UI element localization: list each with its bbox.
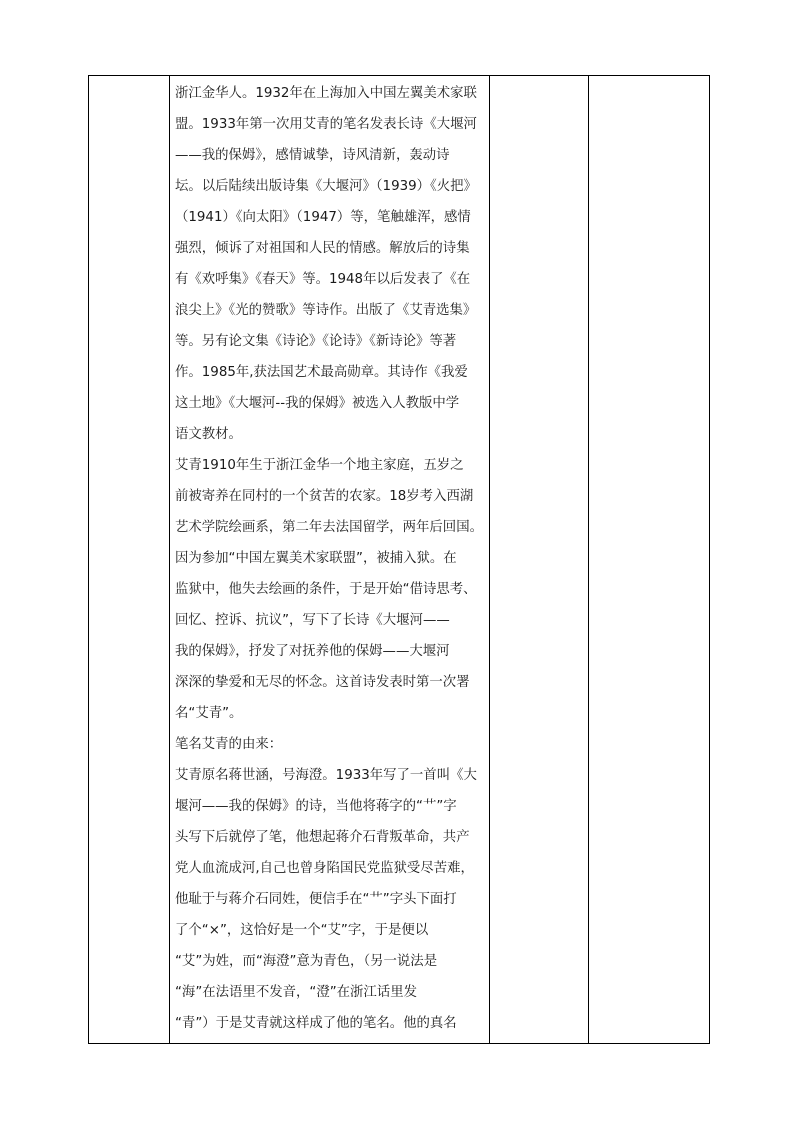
text-line: 我的保姆》，抒发了对抚养他的保姆——大堰河 — [175, 644, 450, 659]
text-line: 了个“×”，这恰好是一个“艾”字，于是便以 — [175, 923, 429, 938]
empty-cell-left — [89, 76, 170, 1044]
paragraph — [175, 760, 487, 1039]
text-line: 笔名艾青的由来： — [175, 737, 283, 752]
text-line: 艾青原名蒋世涵，号海澄。1933年写了一首叫《大 — [175, 768, 477, 783]
empty-cell-middle — [490, 76, 589, 1044]
text-line: 等。另有论文集《诗论》《论诗》《新诗论》等著 — [175, 334, 457, 349]
paragraph — [175, 78, 487, 450]
text-line: 回忆、控诉、抗议”，写下了长诗《大堰河—— — [175, 613, 450, 628]
text-line: 强烈，倾诉了对祖国和人民的情感。解放后的诗集 — [175, 241, 470, 256]
text-line: 头写下后就停了笔，他想起蒋介石背叛革命，共产 — [175, 830, 470, 845]
text-line: 堰河——我的保姆》的诗，当他将蒋字的“艹”字 — [175, 799, 457, 814]
text-line: 浪尖上》《光的赞歌》等诗作。出版了《艾青选集》 — [175, 303, 477, 318]
text-line: ——我的保姆》，感情诚挚，诗风清新，轰动诗 — [175, 148, 450, 163]
text-line: 艺术学院绘画系，第二年去法国留学，两年后回国。 — [175, 520, 483, 535]
text-line: 语文教材。 — [175, 427, 242, 442]
text-line: 党人血流成河,自己也曾身陷国民党监狱受尽苦难， — [175, 861, 474, 876]
text-line: 有《欢呼集》《春天》等。1948年以后发表了《在 — [175, 272, 471, 287]
text-line: “艾”为姓，而“海澄”意为青色，（另一说法是 — [175, 954, 438, 969]
content-cell — [170, 76, 490, 1044]
text-line: 浙江金华人。1932年在上海加入中国左翼美术家联 — [175, 86, 477, 101]
text-line: 监狱中，他失去绘画的条件，于是开始“借诗思考、 — [175, 582, 477, 597]
text-line: “海”在法语里不发音，“澄”在浙江话里发 — [175, 985, 417, 1000]
text-line: 深深的挚爱和无尽的怀念。这首诗发表时第一次署 — [175, 675, 470, 690]
text-line: 这土地》《大堰河--我的保姆》被选入人教版中学 — [175, 396, 460, 411]
text-line: 盟。1933年第一次用艾青的笔名发表长诗《大堰河 — [175, 117, 477, 132]
text-line: 因为参加“中国左翼美术家联盟”，被捕入狱。在 — [175, 551, 457, 566]
text-line: 他耻于与蒋介石同姓，便信手在“艹”字头下面打 — [175, 892, 457, 907]
text-line: 前被寄养在同村的一个贫苦的农家。18岁考入西湖 — [175, 489, 474, 504]
text-line: 作。1985年,获法国艺术最高勋章。其诗作《我爱 — [175, 365, 468, 380]
paragraph — [175, 729, 487, 760]
content-text — [170, 76, 489, 1039]
lesson-plan-table — [88, 75, 710, 1044]
paragraph — [175, 450, 487, 729]
text-line: “青”）于是艾青就这样成了他的笔名。他的真名 — [175, 1016, 457, 1031]
text-line: 名“艾青”。 — [175, 706, 243, 721]
empty-cell-right — [589, 76, 710, 1044]
table-row — [89, 76, 710, 1044]
text-line: 艾青1910年生于浙江金华一个地主家庭，五岁之 — [175, 458, 464, 473]
text-line: 坛。以后陆续出版诗集《大堰河》（1939）《火把》 — [175, 179, 477, 194]
text-line: （1941）《向太阳》（1947）等，笔触雄浑，感情 — [175, 210, 471, 225]
